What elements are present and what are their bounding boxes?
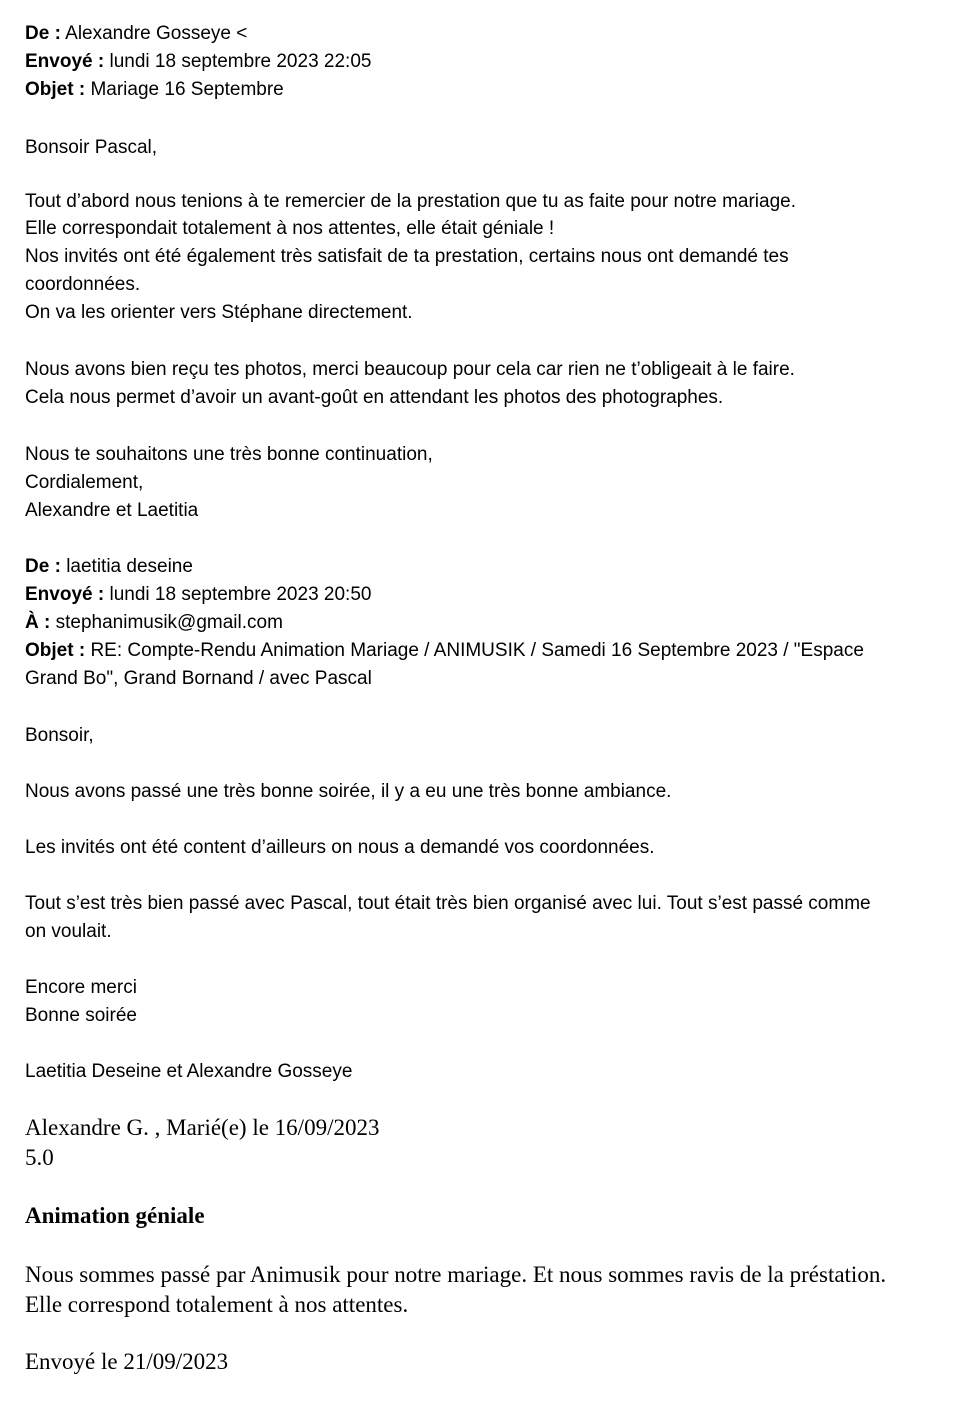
email1-body-line: coordonnées. <box>25 274 141 295</box>
review-text: Elle correspond totalement à nos attentes. <box>25 1292 409 1317</box>
from-label: De : <box>25 556 61 577</box>
email2-body-line: on voulait. <box>25 921 112 942</box>
subject-label: Objet : <box>25 640 86 661</box>
from-value: laetitia deseine <box>66 556 193 577</box>
email2-signature: Laetitia Deseine et Alexandre Gosseye <box>25 1061 353 1082</box>
review-title: Animation géniale <box>25 1203 205 1228</box>
email2-subject <box>25 637 864 665</box>
from-label: De : <box>25 23 61 44</box>
subject-label: Objet : <box>25 79 86 100</box>
email1-body-line: Cela nous permet d’avoir un avant-goût en attendant les photos des photographes. <box>25 387 724 408</box>
email1-closing: Cordialement, <box>25 472 144 493</box>
email2-to <box>25 609 283 637</box>
email2-greeting: Bonsoir, <box>25 725 94 746</box>
email1-greeting: Bonsoir Pascal, <box>25 137 158 158</box>
subject-value: Mariage 16 Septembre <box>90 79 284 100</box>
email2-closing: Bonne soirée <box>25 1005 137 1026</box>
to-value: stephanimusik@gmail.com <box>55 612 283 633</box>
sent-label: Envoyé : <box>25 584 105 605</box>
review-sent-date: Envoyé le 21/09/2023 <box>25 1349 229 1374</box>
sent-value: lundi 18 septembre 2023 22:05 <box>109 51 372 72</box>
email2-body-line: Nous avons passé une très bonne soirée, il y a eu une très bonne ambiance. <box>25 781 672 802</box>
email1-body-line: Tout d’abord nous tenions à te remercier de la prestation que tu as faite pour notre mariage. <box>25 191 797 212</box>
email2-closing: Encore merci <box>25 977 137 998</box>
email1-sent <box>25 48 371 76</box>
from-value: Alexandre Gosseye < <box>65 23 248 44</box>
email2-sent <box>25 581 371 609</box>
email1-signature: Alexandre et Laetitia <box>25 500 199 521</box>
email1-subject <box>25 76 284 104</box>
email2-body-line: Tout s’est très bien passé avec Pascal, tout était très bien organisé avec lui. Tout s’est passé comme <box>25 893 871 914</box>
email1-body-line: Nous avons bien reçu tes photos, merci beaucoup pour cela car rien ne t’obligeait à le faire. <box>25 359 795 380</box>
review-text: Nous sommes passé par Animusik pour notre mariage. Et nous sommes ravis de la préstation. <box>25 1262 887 1287</box>
email1-body-line: Nos invités ont été également très satisfait de ta prestation, certains nous ont demandé tes <box>25 246 789 267</box>
email1-from <box>25 20 247 48</box>
review-author: Alexandre G. , Marié(e) le 16/09/2023 <box>25 1115 380 1140</box>
email1-body-line: Nous te souhaitons une très bonne continuation, <box>25 444 433 465</box>
email2-from <box>25 553 193 581</box>
email2-subject-continued: Grand Bo", Grand Bornand / avec Pascal <box>25 668 372 689</box>
email1-body-line: Elle correspondait totalement à nos attentes, elle était géniale ! <box>25 218 555 239</box>
to-label: À : <box>25 612 51 633</box>
email1-body-line: On va les orienter vers Stéphane directement. <box>25 302 413 323</box>
subject-value: RE: Compte-Rendu Animation Mariage / ANIMUSIK / Samedi 16 Septembre 2023 / "Espace <box>90 640 864 661</box>
sent-label: Envoyé : <box>25 51 105 72</box>
email2-body-line: Les invités ont été content d’ailleurs on nous a demandé vos coordonnées. <box>25 837 655 858</box>
sent-value: lundi 18 septembre 2023 20:50 <box>109 584 372 605</box>
review-rating: 5.0 <box>25 1145 54 1170</box>
